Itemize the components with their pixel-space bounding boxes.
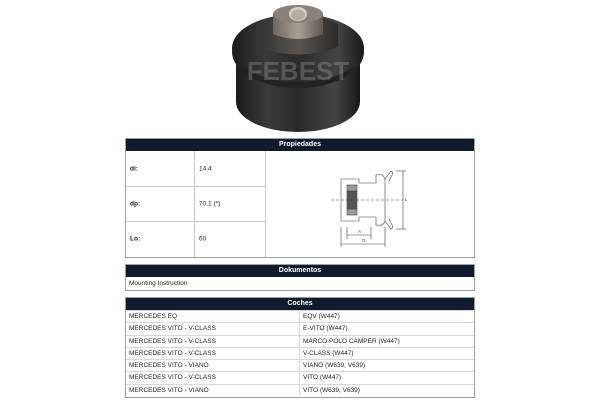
vehicle-make: MERCEDES VITO - V-CLASS <box>126 336 300 347</box>
property-label: di: <box>130 165 138 172</box>
property-value: 60 <box>199 235 207 242</box>
vehicle-make: MERCEDES VITO - V-CLASS <box>126 372 300 383</box>
document-link-mounting-instruction[interactable]: Mounting Instruction <box>129 280 188 287</box>
vehicle-row <box>126 384 474 396</box>
properties-panel <box>125 138 475 258</box>
vehicle-model: VIANO (W639, V639) <box>303 362 366 370</box>
dim-label-d: D <box>362 238 366 243</box>
vehicle-make: MERCEDES VITO - VIANO <box>126 385 300 396</box>
product-image <box>218 2 378 137</box>
dim-label-a: A <box>358 229 362 234</box>
vehicle-row <box>126 371 474 383</box>
vehicle-make: MERCEDES VITO - VIANO <box>126 360 300 371</box>
property-label: dp: <box>130 200 141 207</box>
vehicle-row <box>126 335 474 347</box>
property-row-di <box>126 151 265 187</box>
technical-drawing <box>321 161 441 251</box>
vehicle-model: V-CLASS (W447) <box>303 349 354 357</box>
vehicles-panel <box>125 297 475 398</box>
vehicle-model: EQV (W447) <box>303 313 340 320</box>
property-row-lo <box>126 221 265 256</box>
dim-label-l: L <box>405 197 408 202</box>
vehicle-model: VITO (W639, V639) <box>303 386 360 394</box>
vehicle-model: E-VITO (W447) <box>303 325 348 333</box>
vehicle-row <box>126 322 474 334</box>
properties-header: Propiedades <box>126 139 474 151</box>
watermark: FEBEST <box>246 56 350 86</box>
vehicle-model: MARCO POLO CAMPER (W447) <box>303 337 400 345</box>
vehicle-make: MERCEDES VITO - V-CLASS <box>126 348 300 359</box>
bushing-illustration <box>218 2 378 137</box>
property-value: 14.4 <box>199 165 212 172</box>
vehicle-make: MERCEDES VITO - V-CLASS <box>126 323 300 334</box>
vehicles-header: Coches <box>126 298 474 310</box>
documents-header: Dokumentos <box>126 265 474 277</box>
vehicle-model: VITO (W447) <box>303 374 342 382</box>
property-label: Lo: <box>130 235 141 242</box>
vehicle-row <box>126 347 474 359</box>
property-row-dp <box>126 186 265 222</box>
property-value: 70.1 (*) <box>199 200 221 207</box>
vehicle-make: MERCEDES EQ <box>126 311 300 322</box>
vehicle-row <box>126 359 474 371</box>
vehicle-row <box>126 310 474 322</box>
documents-panel <box>125 264 475 291</box>
